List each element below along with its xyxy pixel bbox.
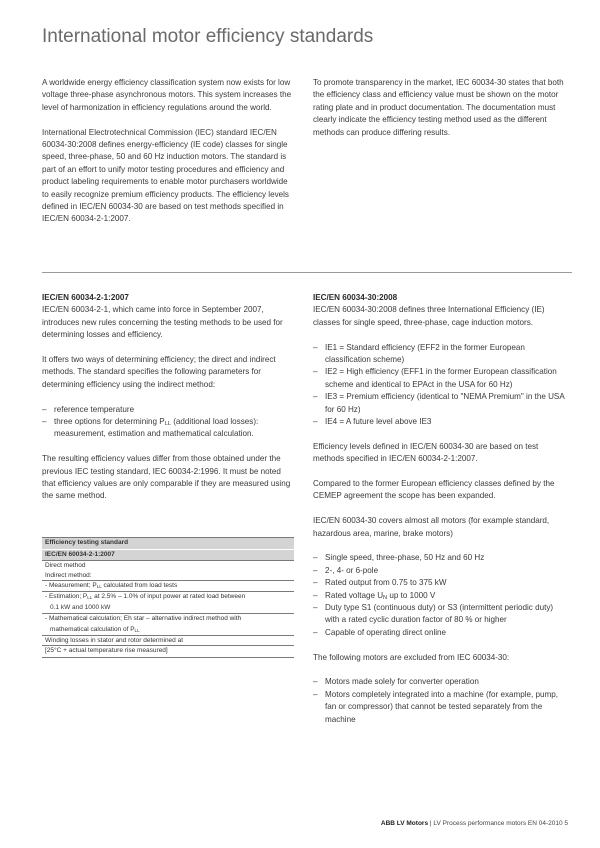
section-heading: IEC/EN 60034-30:2008 [313, 293, 398, 302]
list-item: – IE2 = High efficiency (EFF1 in the former European classification scheme and identical to EPAct in the USA for 60 Hz) [313, 366, 568, 391]
list-item: – reference temperature [42, 404, 294, 416]
list-item: – Single speed, three-phase, 50 Hz and 60 Hz [313, 552, 568, 564]
table-row: [25°C + actual temperature rise measured] [42, 645, 294, 658]
table-row: - Mathematical calculation; Eh star – alternative indirect method with [42, 613, 294, 625]
paragraph: IEC/EN 60034-30:2008 defines three International Efficiency (IE) classes for single speed, three-phase, cage induction motors. [313, 305, 545, 327]
paragraph: Compared to the former European efficiency classes defined by the CEMEP agreement the scope has been expanded. [313, 479, 555, 501]
page-title: International motor efficiency standards [42, 26, 374, 47]
efficiency-testing-table [42, 537, 294, 658]
list-item: – Rated voltage $U_N$ up to 1000 V [313, 590, 568, 602]
list-item: – IE3 = Premium efficiency (identical to "NEMA Premium" in the USA for 60 Hz) [313, 391, 568, 416]
paragraph: Efficiency levels defined in IEC/EN 60034-30 are based on test methods specified in IEC/EN 60034-2-1:2007. [313, 441, 539, 464]
intro-paragraph: To promote transparency in the market, IEC 60034-30 states that both the efficiency class and efficiency value must be shown on the motor rating plate and in product documentation. The documentation must clearly indicate the efficiency testing method used as the different methods can produce differing results. [313, 78, 564, 137]
list-item: – Duty type S1 (continuous duty) or S3 (intermittent periodic duty) with a rated cyclic duration factor of 80 % or higher [313, 602, 568, 627]
footer-text: | LV Process performance motors EN 04-2010 5 [428, 820, 568, 827]
footer-brand: ABB LV Motors [380, 820, 429, 827]
section-iec-60034-2-1 [42, 292, 294, 515]
table-row: Direct method [45, 562, 86, 569]
intro-paragraph: International Electrotechnical Commission (IEC) standard IEC/EN 60034-30:2008 defines energy-efficiency (IE code) classes for single speed, three-phase, 50 and 60 Hz induction motors. The standard is part of an effort to unify motor testing procedures and efficiency and product labeling requirements to enable motor purchasers worldwide to easily recognize premium efficiency products. The efficiency levels defined in IEC/EN 60034-30 are based on test methods specified in IEC/EN 60034-2-1:2007. [42, 127, 289, 224]
exclusion-list [313, 676, 568, 726]
paragraph: It offers two ways of determining efficiency; the direct and indirect methods. The standard specifies the following parameters for determining efficiency using the indirect method: [42, 355, 276, 389]
table-header: Efficiency testing standard [42, 537, 294, 549]
list-item: – Capable of operating direct online [313, 627, 568, 639]
list-item: – Motors made solely for converter operation [313, 676, 568, 688]
intro-left-column [42, 77, 294, 238]
paragraph: IEC/EN 60034-2-1, which came into force in September 2007, introduces new rules concerning the testing methods to be used for determining losses and efficiency. [42, 305, 283, 340]
table-row: mathematical calculation of $P_{LL}$ [50, 625, 140, 633]
list-item: – three options for determining $P_{LL}$ (additional load losses): measurement, estimation and mathematical calculation. [42, 416, 294, 441]
paragraph: The following motors are excluded from IEC 60034-30: [313, 652, 510, 662]
section-divider [42, 272, 572, 273]
table-subheader: IEC/EN 60034-2-1:2007 [42, 549, 294, 562]
coverage-list [313, 552, 568, 639]
ie-class-list [313, 342, 568, 429]
section-iec-60034-30 [313, 292, 568, 739]
intro-right-column [313, 77, 568, 151]
list-item: – IE1 = Standard efficiency (EFF2 in the former European classification scheme) [313, 342, 568, 367]
list-item: – IE4 = A future level above IE3 [313, 416, 568, 428]
parameter-list [42, 404, 294, 441]
list-item: – Rated output from 0.75 to 375 kW [313, 577, 568, 589]
paragraph: The resulting efficiency values differ from those obtained under the previous IEC testing standard, IEC 60034-2:1996. It must be noted that efficiency values are only comparable if they are measured using the same method. [42, 454, 291, 501]
page-footer [0, 820, 568, 827]
table-row: Winding losses in stator and rotor determined at [42, 635, 294, 645]
list-item: – 2-, 4- or 6-pole [313, 565, 568, 577]
paragraph: IEC/EN 60034-30 covers almost all motors (for example standard, hazardous area, marine, brake motors) [313, 516, 550, 538]
table-row: - Measurement; $P_{LL}$ calculated from load tests [42, 580, 294, 592]
section-heading: IEC/EN 60034-2-1:2007 [42, 293, 129, 302]
intro-paragraph: A worldwide energy efficiency classification system now exists for low voltage three-phase asynchronous motors. This system increases the level of harmonization in efficiency regulations around the world. [42, 78, 292, 112]
list-item: – Motors completely integrated into a machine (for example, pump, fan or compressor) that cannot be tested separately from the machine [313, 689, 568, 726]
table-row: 0.1 kW and 1000 kW [50, 603, 111, 611]
table-row: Indirect method: [45, 571, 92, 579]
table-row: - Estimation; $P_{LL}$ at 2.5% – 1.0% of input power at rated load between [42, 591, 294, 603]
